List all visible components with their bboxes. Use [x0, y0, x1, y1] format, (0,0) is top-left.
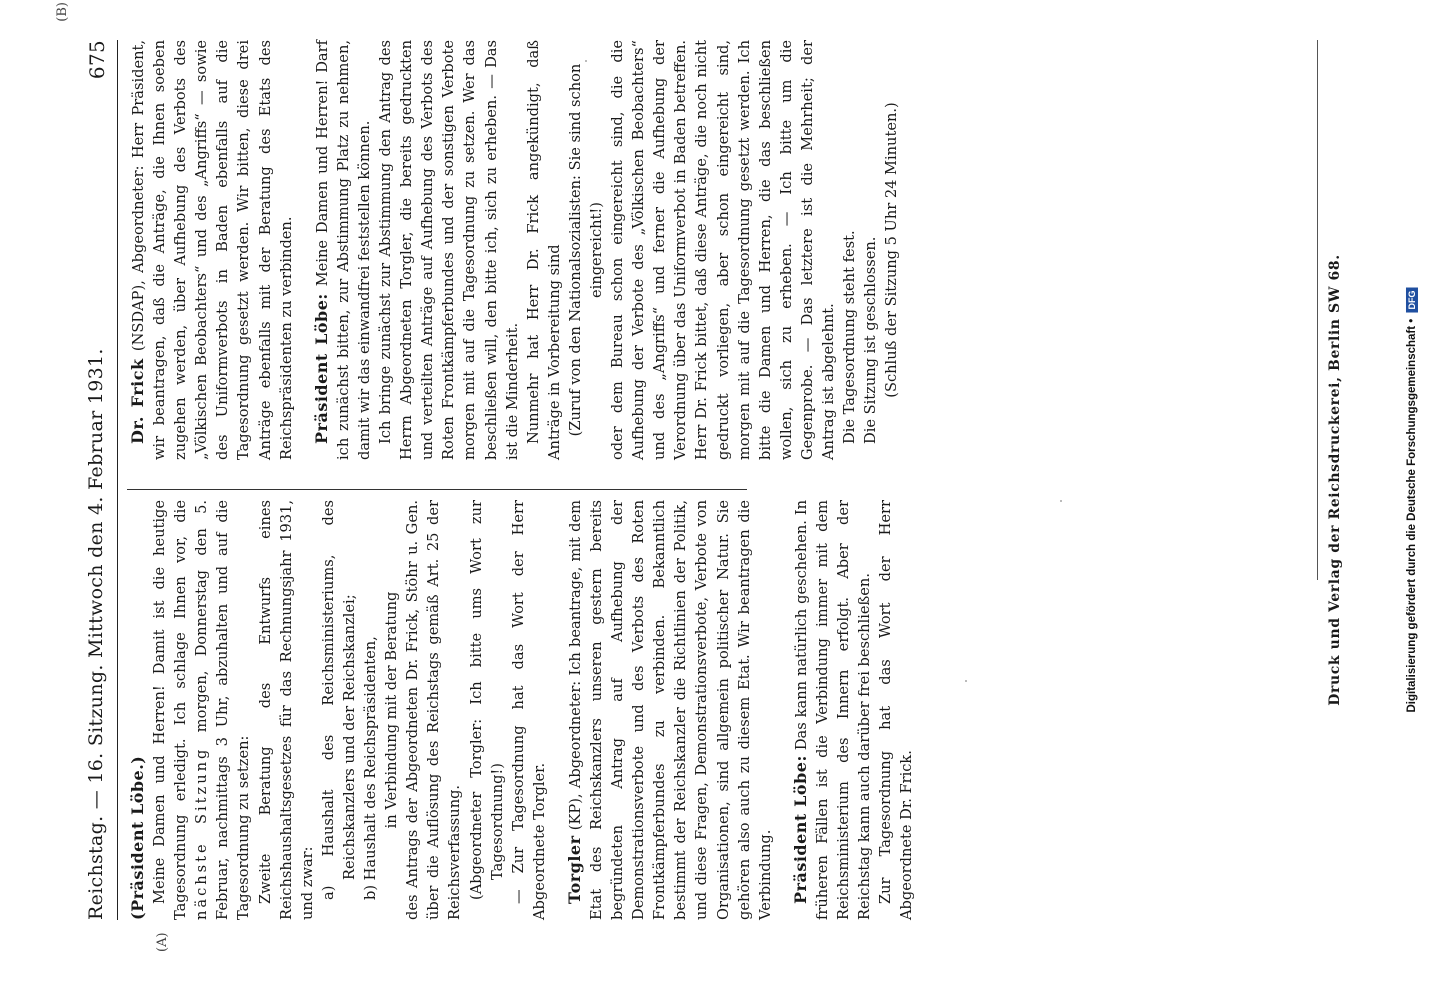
funding-text: Digitalisierung gefördert durch die Deutsche Forschungsgemeinschaft • [1406, 318, 1419, 713]
agenda-connector: in Verbindung mit der Beratung [383, 591, 401, 829]
printer-imprint: Druck und Verlag der Reichsdruckerei, Berlin SW 68. [1327, 254, 1343, 706]
speech: Präsident Löbe: Das kann natürlich geschehen. In früheren Fällen ist die Verbindung immer mit dem Reichsministerium des Innern erfolgt. Aber der Reichstag kann auch darüber frei beschließen. [790, 500, 874, 920]
footer-rule [1317, 40, 1318, 580]
rotated-scanned-page [55, 2, 1375, 960]
column-divider [127, 489, 747, 490]
closing-note: (Schluß der Sitzung 5 Uhr 24 Minuten.) [883, 102, 901, 398]
paragraph: Die Sitzung ist geschlossen. [862, 236, 880, 444]
running-head [85, 40, 115, 920]
paragraph: Zur Tagesordnung hat das Wort der Herr Abgeordnete Dr. Frick. [877, 500, 916, 920]
funding-note [1406, 287, 1418, 712]
margin-marker-b: (B) [55, 2, 70, 22]
dfg-logo: DFG [1406, 287, 1418, 312]
right-column [127, 40, 902, 460]
paragraph: Ich bringe zunächst zur Abstimmung den Antrag des Herrn Abgeordneten Torgler, die bereits gedruckten und verteilten Anträge auf Aufhebung des Verbots des Roten Frontkämpferbundes und der sonstigen Verbote morgen mit auf die Tagesordnung zu setzen. Wer das beschließen will, den bitte ich, sich zu erheben. — Das ist die Minderheit. [377, 40, 521, 460]
left-column [127, 500, 917, 920]
margin-marker-a: (A) [155, 932, 170, 952]
scan-speck [1060, 500, 1062, 502]
agenda-item-b: b) Haushalt des Reichspräsidenten, [362, 636, 380, 900]
speech: Dr. Frick (NSDAP), Abgeordneter: Herr Präsident, wir beantragen, daß die Anträge, die Ihnen soeben zugehen werden, über Aufhebung des Verbots des „Völkischen Beobachters“ und des „Angriffs“ — sowie des Uniformverbots in Baden ebenfalls auf die Tagesordnung gesetzt werden. Wir bitten, diese drei Anträge ebenfalls mit der Beratung des Etats des Reichspräsidenten zu verbinden. [128, 39, 295, 460]
paragraph: Die Tagesordnung steht fest. [841, 230, 859, 444]
page-number: 675 [85, 40, 109, 80]
speech: Präsident Löbe: Meine Damen und Herren! Darf ich zunächst bitten, zur Abstimmung Platz zu nehmen, damit wir das einwandfrei feststellen können. [311, 39, 373, 460]
agenda-item-a: a) Haushalt des Reichsministeriums, des Reichskanzlers und der Reichskanzlei; [319, 500, 358, 900]
interjection: (Zuruf von den Nationalsozialisten: Sie sind schon eingereicht!) [566, 63, 605, 437]
agenda-motion: des Antrags der Abgeordneten Dr. Frick, Stöhr u. Gen. über die Auflösung des Reichstags gemäß Art. 25 der Reichsverfassung. [404, 500, 464, 920]
paragraph: Meine Damen und Herren! Damit ist die heutige Tagesordnung erledigt. Ich schlage Ihnen vor, die nächste Sitzung morgen, Donnerstag den 5. Februar, nachmittags 3 Uhr, abzuhalten und auf die Tagesordnung zu setzen: [151, 500, 253, 920]
agenda-intro: Zweite Beratung des Entwurfs eines Reichshaushaltsgesetzes für das Rechnungsjahr 1931, und zwar: [256, 500, 316, 920]
scan-speck [585, 60, 587, 62]
running-title: Reichstag. — 16. Sitzung. Mittwoch den 4. Februar 1931. [85, 348, 107, 920]
interjection: (Abgeordneter Torgler: Ich bitte ums Wort zur Tagesordnung!) [467, 500, 506, 900]
header-rule [117, 40, 118, 920]
speaker-heading: (Präsident Löbe.) [128, 755, 147, 920]
paragraph: — Zur Tagesordnung hat das Wort der Herr Abgeordnete Torgler. [509, 500, 548, 920]
paragraph: oder dem Bureau schon eingereicht sind, die die Aufhebung der Verbote des „Völkischen Beobachters“ und des „Angriffs“ und ferner die Aufhebung der Verordnung über das Uniformverbot in Baden betreffen. Herr Dr. Frick bittet, daß diese Anträge, die noch nicht gedruckt vorliegen, aber schon eingereicht sind, morgen mit auf die Tagesordnung gesetzt werden. Ich bitte die Damen und Herren, die das beschließen wollen, sich zu erheben. — Ich bitte um die Gegenprobe. — Das letztere ist die Mehrheit; der Antrag ist abgelehnt. [609, 40, 837, 460]
scan-speck [965, 680, 967, 682]
paragraph: Nunmehr hat Herr Dr. Frick angekündigt, daß Anträge in Vorbereitung sind [524, 40, 563, 460]
speech: Torgler (KP), Abgeordneter: Ich beantrage, mit dem Etat des Reichskanzlers unseren gestern bereits begründeten Antrag auf Aufhebung der Demonstrationsverbote und des Verbots des Roten Frontkämpferbundes zu verbinden. Bekanntlich bestimmt der Reichskanzler die Richtlinien der Politik, und diese Fragen, Demonstrationsverbote, Verbote von Organisationen, sind allgemein politischer Natur. Sie gehören also auch zu diesem Etat. Wir beantragen die Verbindung. [564, 500, 774, 920]
